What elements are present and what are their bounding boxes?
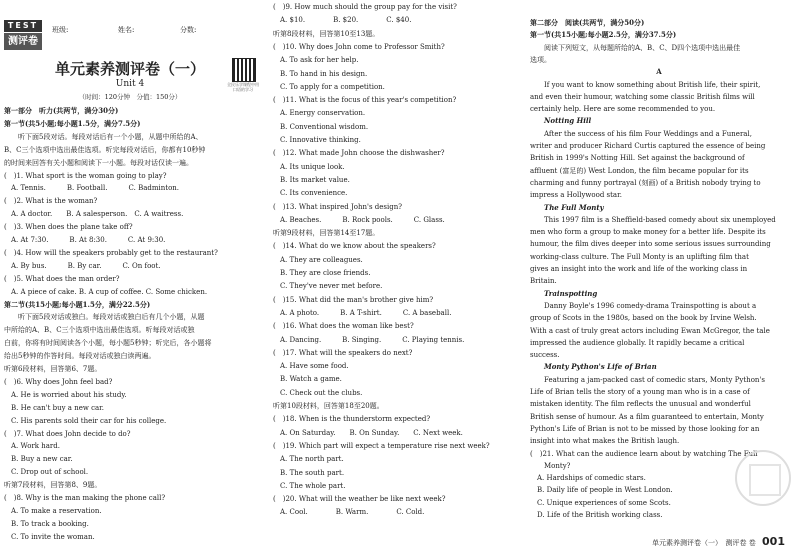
col1-line: B. He can't buy a new car. bbox=[4, 403, 104, 412]
col2-line: ( )18. When is the thunderstorm expected? bbox=[273, 415, 431, 424]
col2-line: A. The north part. bbox=[273, 455, 344, 464]
col1-line: A. To make a reservation. bbox=[4, 506, 102, 515]
col3-line: success. bbox=[530, 351, 560, 360]
col1-line: ( )6. Why does John feel bad? bbox=[4, 377, 113, 386]
col2-line: A. Have some food. bbox=[273, 362, 349, 371]
col2-line: A. On Saturday. B. On Sunday. C. Next week. bbox=[273, 428, 463, 437]
col2-line: ( )19. Which part will expect a temperature rise next week? bbox=[273, 441, 490, 450]
col3-line: group of Scots in the 1980s, based on the book by Irvine Welsh. bbox=[530, 314, 757, 323]
col3-line: Monty? bbox=[530, 461, 571, 470]
col3-line: affluent (富足的) West London, the film became popular for its bbox=[530, 166, 749, 175]
col3-line: 阅读下列短文，从每题所给的A、B、C、D四个选项中选出最佳 bbox=[530, 43, 741, 52]
col2-line: A. A photo. B. A T-shirt. C. A baseball. bbox=[273, 308, 452, 317]
footer-page-prefix: 卷 bbox=[748, 539, 756, 547]
col3-line: working-class culture. The Full Monty is an uplifting film that bbox=[530, 252, 749, 261]
col3-line: British sense of humour. As a film guaranteed to entertain, Monty bbox=[530, 412, 764, 421]
col3-line: 第二部分 阅读(共两节，满分50分) bbox=[530, 18, 645, 27]
col2-line: ( )12. What made John choose the dishwasher? bbox=[273, 149, 445, 158]
col1-line: 的时间来回答有关小题和阅读下一小题。每段对话仅读一遍。 bbox=[4, 158, 193, 167]
col1-line: 听第6段材料，回答第6、7题。 bbox=[4, 365, 102, 373]
col1-line: 中所给的A、B、C三个选项中选出最佳选项。听每段对话或独 bbox=[4, 326, 195, 335]
col1-line: C. Drop out of school. bbox=[4, 468, 89, 477]
col2-line: A. Beaches. B. Rock pools. C. Glass. bbox=[273, 215, 445, 224]
col1-line: B、C三个选项中选出最佳选项。听完每段对话后，你都有10秒钟 bbox=[4, 145, 206, 154]
col2-line: ( )15. What did the man's brother give him? bbox=[273, 295, 434, 304]
col1-line: A. By bus. B. By car. C. On foot. bbox=[4, 261, 161, 270]
qr-code-icon bbox=[232, 58, 256, 82]
col1-line: 第一部分 听力(共两节，满分30分) bbox=[4, 106, 119, 115]
unit-label: Unit 4 bbox=[115, 79, 145, 89]
col2-line: ( )10. Why does John come to Professor Smith? bbox=[273, 42, 445, 51]
logo-title-text: 测评卷 bbox=[4, 33, 42, 50]
col2-line: ( )14. What do we know about the speakers? bbox=[273, 242, 436, 251]
page-footer bbox=[652, 535, 785, 548]
qr-caption: 全民乐学课程中用口语的学习 bbox=[227, 82, 259, 92]
col1-line: A. Tennis. B. Football. C. Badminton. bbox=[4, 184, 180, 193]
col3-line: 选项。 bbox=[530, 55, 551, 64]
col2-line: B. To hand in his design. bbox=[273, 69, 368, 78]
col3-line: Trainspotting bbox=[530, 288, 598, 298]
col1-line: ( )8. Why is the man making the phone call? bbox=[4, 494, 166, 502]
col2-line: C. They've never met before. bbox=[273, 282, 383, 291]
col3-line: With a cast of truly great actors including Ewan McGregor, the tale bbox=[530, 326, 770, 335]
col1-line: A. Work hard. bbox=[4, 442, 60, 451]
name-label: 姓名: bbox=[118, 26, 135, 34]
footer-label: 单元素养测评卷（一） 测评卷 bbox=[652, 539, 747, 547]
col1-line: ( )2. What is the woman? bbox=[4, 197, 98, 206]
col2-line: C. Innovative thinking. bbox=[273, 136, 361, 144]
col3-line: A. Hardships of comedic stars. bbox=[530, 474, 646, 483]
col3-line: Monty Python's Life of Brian bbox=[530, 362, 657, 372]
col1-line: 听下面5段对话或独白。每段对话或独白后有几个小题，从题 bbox=[4, 313, 205, 322]
col3-line: After the success of his film Four Weddings and a Funeral, bbox=[530, 129, 752, 138]
col3-line: Life of Brian tells the story of a young man who is in a case of bbox=[530, 388, 750, 396]
col2-line: B. Conventional wisdom. bbox=[273, 122, 369, 131]
col3-line: A bbox=[656, 67, 662, 77]
col3-line: This 1997 film is a Sheffield-based comedy about six unemployed bbox=[530, 215, 776, 224]
col3-line: If you want to know something about British life, their spirit, bbox=[530, 80, 761, 89]
col3-line: 第一节(共15小题;每小题2.5分，满分37.5分) bbox=[530, 30, 677, 40]
col1-line: A. A piece of cake. B. A cup of coffee. C. Some chicken. bbox=[4, 287, 208, 296]
col2-line: B. The south part. bbox=[273, 468, 345, 477]
col3-line: mistaken identity. The film reflects the unusual and wonderful bbox=[530, 400, 751, 409]
col2-line: ( )17. What will the speakers do next? bbox=[273, 348, 413, 357]
col1-line: 给出5秒钟的作答时间。每段对话或独白读两遍。 bbox=[4, 352, 156, 361]
col1-line: 听第7段材料，回答第8、9题。 bbox=[4, 481, 102, 490]
col3-line: British in 1999's Notting Hill. Set against the background of bbox=[530, 154, 745, 163]
page-number: 001 bbox=[762, 535, 785, 548]
col2-line: ( )11. What is the focus of this year's competition? bbox=[273, 96, 457, 105]
col2-line: A. Its unique look. bbox=[273, 162, 345, 171]
col3-line: Britain. bbox=[530, 277, 557, 286]
col3-line: Notting Hill bbox=[530, 116, 592, 126]
col2-line: C. Its convenience. bbox=[273, 189, 348, 198]
col2-line: B. Watch a game. bbox=[273, 375, 342, 384]
col3-line: insight into what makes the British laugh. bbox=[530, 437, 680, 446]
col1-line: ( )4. How will the speakers probably get to the restaurant? bbox=[4, 248, 218, 257]
col1-line: ( )3. When does the plane take off? bbox=[4, 223, 133, 232]
col3-line: impressed the audience globally. It rapidly became a critical bbox=[530, 338, 745, 347]
col3-line: Python's Life of Brian is not to be missed by those looking for an bbox=[530, 424, 760, 433]
col1-line: C. His parents sold their car for his college. bbox=[4, 416, 167, 425]
col2-line: 听第8段材料，回答第10至13题。 bbox=[273, 29, 380, 38]
col1-line: ( )5. What does the man order? bbox=[4, 274, 120, 283]
col1-line: B. To track a booking. bbox=[4, 519, 89, 528]
col2-line: A. Cool. B. Warm. C. Cold. bbox=[273, 508, 425, 517]
test-logo bbox=[4, 20, 42, 50]
col2-line: A. $10. B. $20. C. $40. bbox=[273, 16, 412, 25]
col1-line: B. Buy a new car. bbox=[4, 455, 73, 464]
col1-line: C. To invite the woman. bbox=[4, 532, 95, 541]
col2-line: C. To apply for a competition. bbox=[273, 82, 385, 91]
col3-line: Danny Boyle's 1996 comedy-drama Trainspotting is about a bbox=[530, 301, 757, 310]
col1-line: ( )1. What sport is the woman going to play? bbox=[4, 171, 167, 180]
col1-line: 第二节(共15小题;每小题1.5分，满分22.5分) bbox=[4, 299, 151, 309]
col1-line: A. He is worried about his study. bbox=[4, 390, 127, 399]
col2-line: B. They are close friends. bbox=[273, 269, 371, 277]
col3-line: humour, the film dives deeper into some serious issues surrounding bbox=[530, 240, 771, 249]
col2-line: A. Energy conservation. bbox=[273, 109, 366, 118]
col3-line: men who form a group to make money for a better life. Despite its bbox=[530, 228, 766, 237]
col2-line: 听第9段材料，回答第14至17题。 bbox=[273, 229, 380, 238]
col1-line: A. At 7:30. B. At 8:30. C. At 9:30. bbox=[4, 236, 166, 244]
col1-line: 听下面5段对话。每段对话后有一个小题，从题中所给的A、 bbox=[4, 132, 203, 141]
col3-line: charming and funny portrayal (刻画) of a British nobody trying to bbox=[530, 178, 761, 187]
col1-line: ( )7. What does John decide to do? bbox=[4, 429, 131, 438]
col2-line: ( )16. What does the woman like best? bbox=[273, 322, 414, 331]
col3-line: impress a Hollywood star. bbox=[530, 191, 622, 200]
col1-line: 白前，你将有时间阅读各个小题，每小题5秒钟；听完后，各小题将 bbox=[4, 339, 212, 348]
col3-line: writer and producer Richard Curtis captured the essence of being bbox=[530, 142, 766, 150]
col2-line: A. They are colleagues. bbox=[273, 255, 363, 264]
col3-line: and even their humour, watching some classic British films will bbox=[530, 92, 755, 101]
col3-line: B. Daily life of people in West London. bbox=[530, 486, 673, 495]
col3-line: gives an insight into the work and life of the working class in bbox=[530, 265, 748, 273]
col3-line: C. Unique experiences of some Scots. bbox=[530, 498, 671, 507]
col2-line: C. The whole part. bbox=[273, 481, 346, 490]
col1-line: 第一节(共5小题;每小题1.5分，满分7.5分) bbox=[4, 118, 141, 128]
col2-line: C. Check out the clubs. bbox=[273, 388, 363, 397]
col2-line: B. Its market value. bbox=[273, 175, 350, 184]
logo-test-text: TEST bbox=[4, 20, 42, 32]
col3-line: The Full Monty bbox=[530, 202, 604, 212]
col2-line: 听第10段材料，回答第18至20题。 bbox=[273, 402, 384, 410]
col2-line: A. To ask for her help. bbox=[273, 56, 359, 65]
col3-line: Featuring a jam-packed cast of comedic stars, Monty Python's bbox=[530, 375, 765, 384]
col3-line: D. Life of the British working class. bbox=[530, 511, 663, 519]
col2-line: ( )13. What inspired John's design? bbox=[273, 202, 402, 211]
col3-line: ( )21. What can the audience learn about by watching The Full bbox=[530, 449, 758, 458]
exam-meta: （时间：120分钟 分值：150分） bbox=[78, 93, 182, 101]
page-title: 单元素养测评卷（一） bbox=[54, 60, 205, 78]
score-label: 分数: bbox=[180, 26, 197, 34]
col3-line: certainly help. Here are some recommended to you. bbox=[530, 105, 716, 114]
watermark-stamp-icon bbox=[735, 450, 791, 506]
col2-line: A. Dancing. B. Singing. C. Playing tennis. bbox=[273, 335, 465, 344]
class-label: 班级: bbox=[52, 26, 69, 34]
col2-line: ( )20. What will the weather be like next week? bbox=[273, 495, 446, 504]
col2-line: ( )9. How much should the group pay for the visit? bbox=[273, 3, 457, 11]
col1-line: A. A doctor. B. A salesperson. C. A waitress. bbox=[4, 210, 184, 219]
